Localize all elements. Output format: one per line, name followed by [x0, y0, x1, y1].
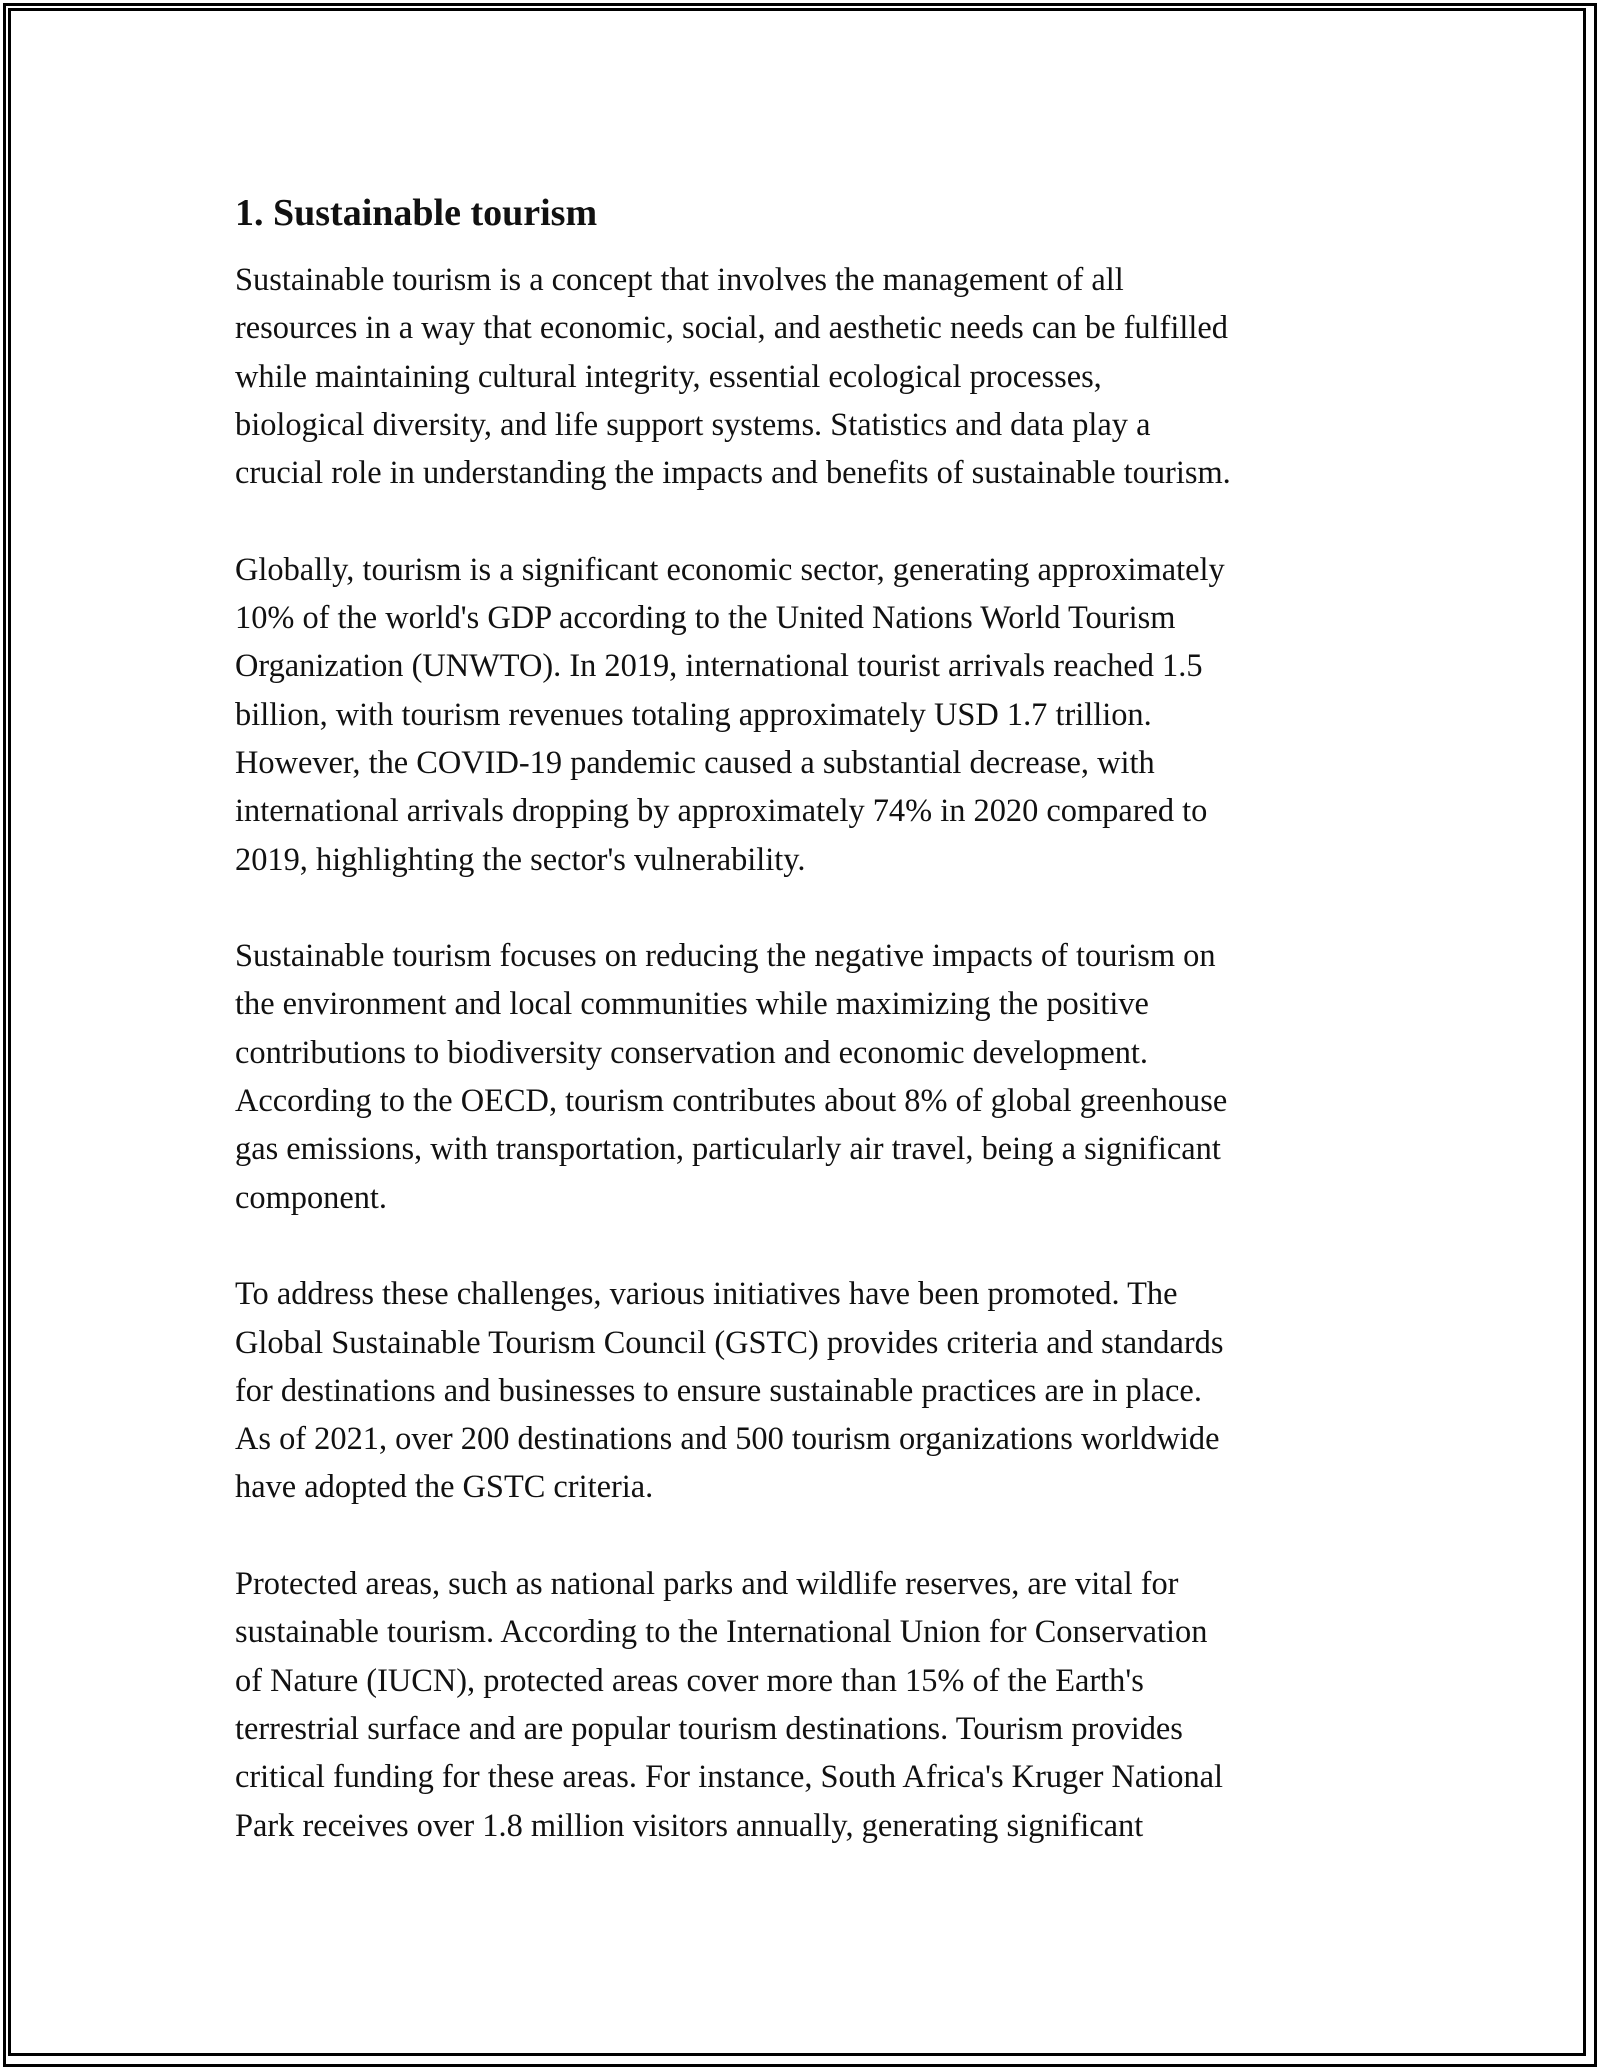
- text-line: biological diversity, and life support systems. Statistics and data play a: [235, 406, 1151, 443]
- text-line: component.: [235, 1179, 388, 1216]
- text-line: have adopted the GSTC criteria.: [235, 1469, 654, 1506]
- text-line: As of 2021, over 200 destinations and 500 tourism organizations worldwide: [235, 1421, 1220, 1458]
- text-line: According to the OECD, tourism contributes about 8% of global greenhouse: [235, 1083, 1228, 1120]
- text-line: Park receives over 1.8 million visitors annually, generating significant: [235, 1807, 1144, 1844]
- text-line: To address these challenges, various initiatives have been promoted. The: [235, 1276, 1178, 1313]
- paragraph-protected-areas: [235, 1560, 1370, 1850]
- text-line: gas emissions, with transportation, particularly air travel, being a significant: [235, 1131, 1221, 1168]
- text-line: 2019, highlighting the sector's vulnerability.: [235, 841, 806, 878]
- paragraph-initiatives: [235, 1270, 1370, 1511]
- text-line: Sustainable tourism is a concept that involves the management of all: [235, 262, 1124, 298]
- text-line: resources in a way that economic, social, and aesthetic needs can be fulfilled: [235, 310, 1228, 347]
- text-line: sustainable tourism. According to the International Union for Conservation: [235, 1614, 1208, 1651]
- text-line: Global Sustainable Tourism Council (GSTC) provides criteria and standards: [235, 1324, 1224, 1361]
- text-line: crucial role in understanding the impacts and benefits of sustainable tourism.: [235, 455, 1231, 492]
- text-line: billion, with tourism revenues totaling approximately USD 1.7 trillion.: [235, 696, 1152, 733]
- section-heading: 1. Sustainable tourism: [235, 192, 598, 234]
- text-line: Organization (UNWTO). In 2019, international tourist arrivals reached 1.5: [235, 648, 1203, 685]
- paragraph-impacts: [235, 932, 1370, 1222]
- text-line: critical funding for these areas. For instance, South Africa's Kruger National: [235, 1759, 1224, 1796]
- paragraph-global-economy: [235, 546, 1370, 884]
- text-line: international arrivals dropping by approximately 74% in 2020 compared to: [235, 793, 1208, 830]
- paragraph-intro: [235, 256, 1370, 497]
- text-line: of Nature (IUCN), protected areas cover more than 15% of the Earth's: [235, 1662, 1144, 1699]
- text-line: while maintaining cultural integrity, essential ecological processes,: [235, 358, 1102, 395]
- text-line: contributions to biodiversity conservation and economic development.: [235, 1034, 1149, 1071]
- text-line: Protected areas, such as national parks and wildlife reserves, are vital for: [235, 1566, 1179, 1603]
- text-line: the environment and local communities while maximizing the positive: [235, 986, 1149, 1023]
- text-line: 10% of the world's GDP according to the United Nations World Tourism: [235, 600, 1176, 637]
- document-body: [235, 186, 1370, 1898]
- text-line: for destinations and businesses to ensure sustainable practices are in place.: [235, 1372, 1202, 1409]
- text-line: Globally, tourism is a significant economic sector, generating approximately: [235, 551, 1225, 588]
- text-line: terrestrial surface and are popular tourism destinations. Tourism provides: [235, 1710, 1183, 1747]
- text-line: However, the COVID-19 pandemic caused a substantial decrease, with: [235, 744, 1155, 781]
- text-line: Sustainable tourism focuses on reducing the negative impacts of tourism on: [235, 938, 1216, 975]
